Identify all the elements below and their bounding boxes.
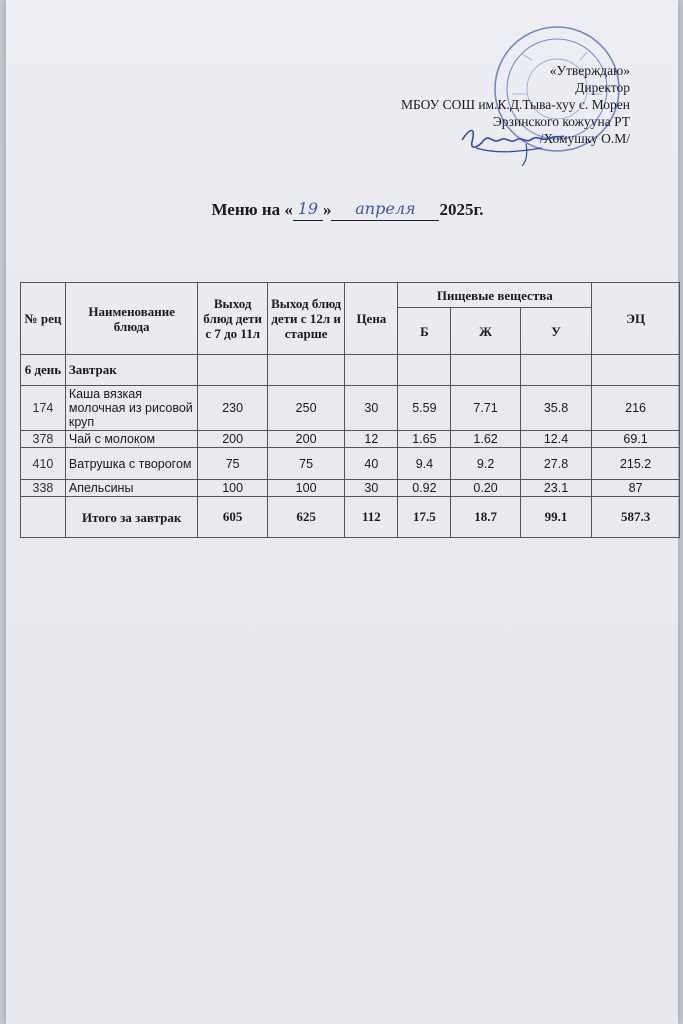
handwritten-signature bbox=[456, 118, 566, 168]
yield-younger: 200 bbox=[198, 431, 267, 448]
header-carbs: У bbox=[520, 308, 591, 355]
meal-label: Завтрак bbox=[65, 355, 198, 386]
yield-younger: 100 bbox=[198, 480, 267, 497]
table-row bbox=[21, 448, 680, 480]
yield-older: 75 bbox=[267, 448, 345, 480]
title-month-field bbox=[331, 200, 439, 221]
dish-name: Чай с молоком bbox=[65, 431, 198, 448]
price: 12 bbox=[345, 431, 398, 448]
day-label: 6 день bbox=[21, 355, 66, 386]
protein: 1.65 bbox=[398, 431, 451, 448]
dish-name: Апельсины bbox=[65, 480, 198, 497]
day-row bbox=[21, 355, 680, 386]
total-carbs: 99.1 bbox=[520, 497, 591, 538]
recipe-code: 174 bbox=[21, 386, 66, 431]
carbs: 35.8 bbox=[520, 386, 591, 431]
total-fat: 18.7 bbox=[451, 497, 520, 538]
dish-name: Каша вязкая молочная из рисовой круп bbox=[65, 386, 198, 431]
header-energy: ЭЦ bbox=[592, 283, 680, 355]
recipe-code: 378 bbox=[21, 431, 66, 448]
menu-title bbox=[6, 200, 683, 221]
energy: 69.1 bbox=[592, 431, 680, 448]
title-day-field bbox=[293, 200, 323, 221]
protein: 9.4 bbox=[398, 448, 451, 480]
yield-younger: 75 bbox=[198, 448, 267, 480]
price: 30 bbox=[345, 386, 398, 431]
price: 30 bbox=[345, 480, 398, 497]
protein: 0.92 bbox=[398, 480, 451, 497]
carbs: 27.8 bbox=[520, 448, 591, 480]
title-month: апреля bbox=[355, 199, 416, 218]
approval-district: Эрзинского кожууна РТ bbox=[492, 114, 630, 129]
total-label: Итого за завтрак bbox=[65, 497, 198, 538]
table-row bbox=[21, 431, 680, 448]
menu-table bbox=[20, 282, 680, 538]
header-price: Цена bbox=[345, 283, 398, 355]
dish-name: Ватрушка с творогом bbox=[65, 448, 198, 480]
yield-older: 100 bbox=[267, 480, 345, 497]
recipe-code: 338 bbox=[21, 480, 66, 497]
fat: 1.62 bbox=[451, 431, 520, 448]
header-nutrients: Пищевые вещества bbox=[398, 283, 592, 308]
header-yield-older: Выход блюд дети с 12л и старше bbox=[267, 283, 345, 355]
header-dish-name: Наименование блюда bbox=[65, 283, 198, 355]
price: 40 bbox=[345, 448, 398, 480]
total-row bbox=[21, 497, 680, 538]
title-suffix: 2025г. bbox=[439, 200, 484, 219]
table-row bbox=[21, 480, 680, 497]
approval-position: Директор bbox=[575, 80, 630, 95]
fat: 0.20 bbox=[451, 480, 520, 497]
title-prefix: Меню на « bbox=[211, 200, 293, 219]
yield-older: 200 bbox=[267, 431, 345, 448]
total-price: 112 bbox=[345, 497, 398, 538]
header-protein: Б bbox=[398, 308, 451, 355]
title-day: 19 bbox=[297, 199, 319, 218]
energy: 215.2 bbox=[592, 448, 680, 480]
yield-younger: 230 bbox=[198, 386, 267, 431]
protein: 5.59 bbox=[398, 386, 451, 431]
energy: 87 bbox=[592, 480, 680, 497]
approval-signatory: /Хомушку О.М/ bbox=[539, 131, 630, 146]
header-yield-younger: Выход блюд дети с 7 до 11л bbox=[198, 283, 267, 355]
carbs: 12.4 bbox=[520, 431, 591, 448]
total-energy: 587.3 bbox=[592, 497, 680, 538]
recipe-code: 410 bbox=[21, 448, 66, 480]
header-fat: Ж bbox=[451, 308, 520, 355]
fat: 9.2 bbox=[451, 448, 520, 480]
fat: 7.71 bbox=[451, 386, 520, 431]
carbs: 23.1 bbox=[520, 480, 591, 497]
approval-school: МБОУ СОШ им.К.Д.Тыва-хуу с. Морен bbox=[400, 97, 630, 112]
total-yield-older: 625 bbox=[267, 497, 345, 538]
table-row bbox=[21, 386, 680, 431]
total-yield-younger: 605 bbox=[198, 497, 267, 538]
header-recipe-number: № рец bbox=[21, 283, 66, 355]
approval-heading: «Утверждаю» bbox=[549, 63, 630, 78]
title-middle: » bbox=[322, 200, 332, 219]
total-protein: 17.5 bbox=[398, 497, 451, 538]
yield-older: 250 bbox=[267, 386, 345, 431]
energy: 216 bbox=[592, 386, 680, 431]
